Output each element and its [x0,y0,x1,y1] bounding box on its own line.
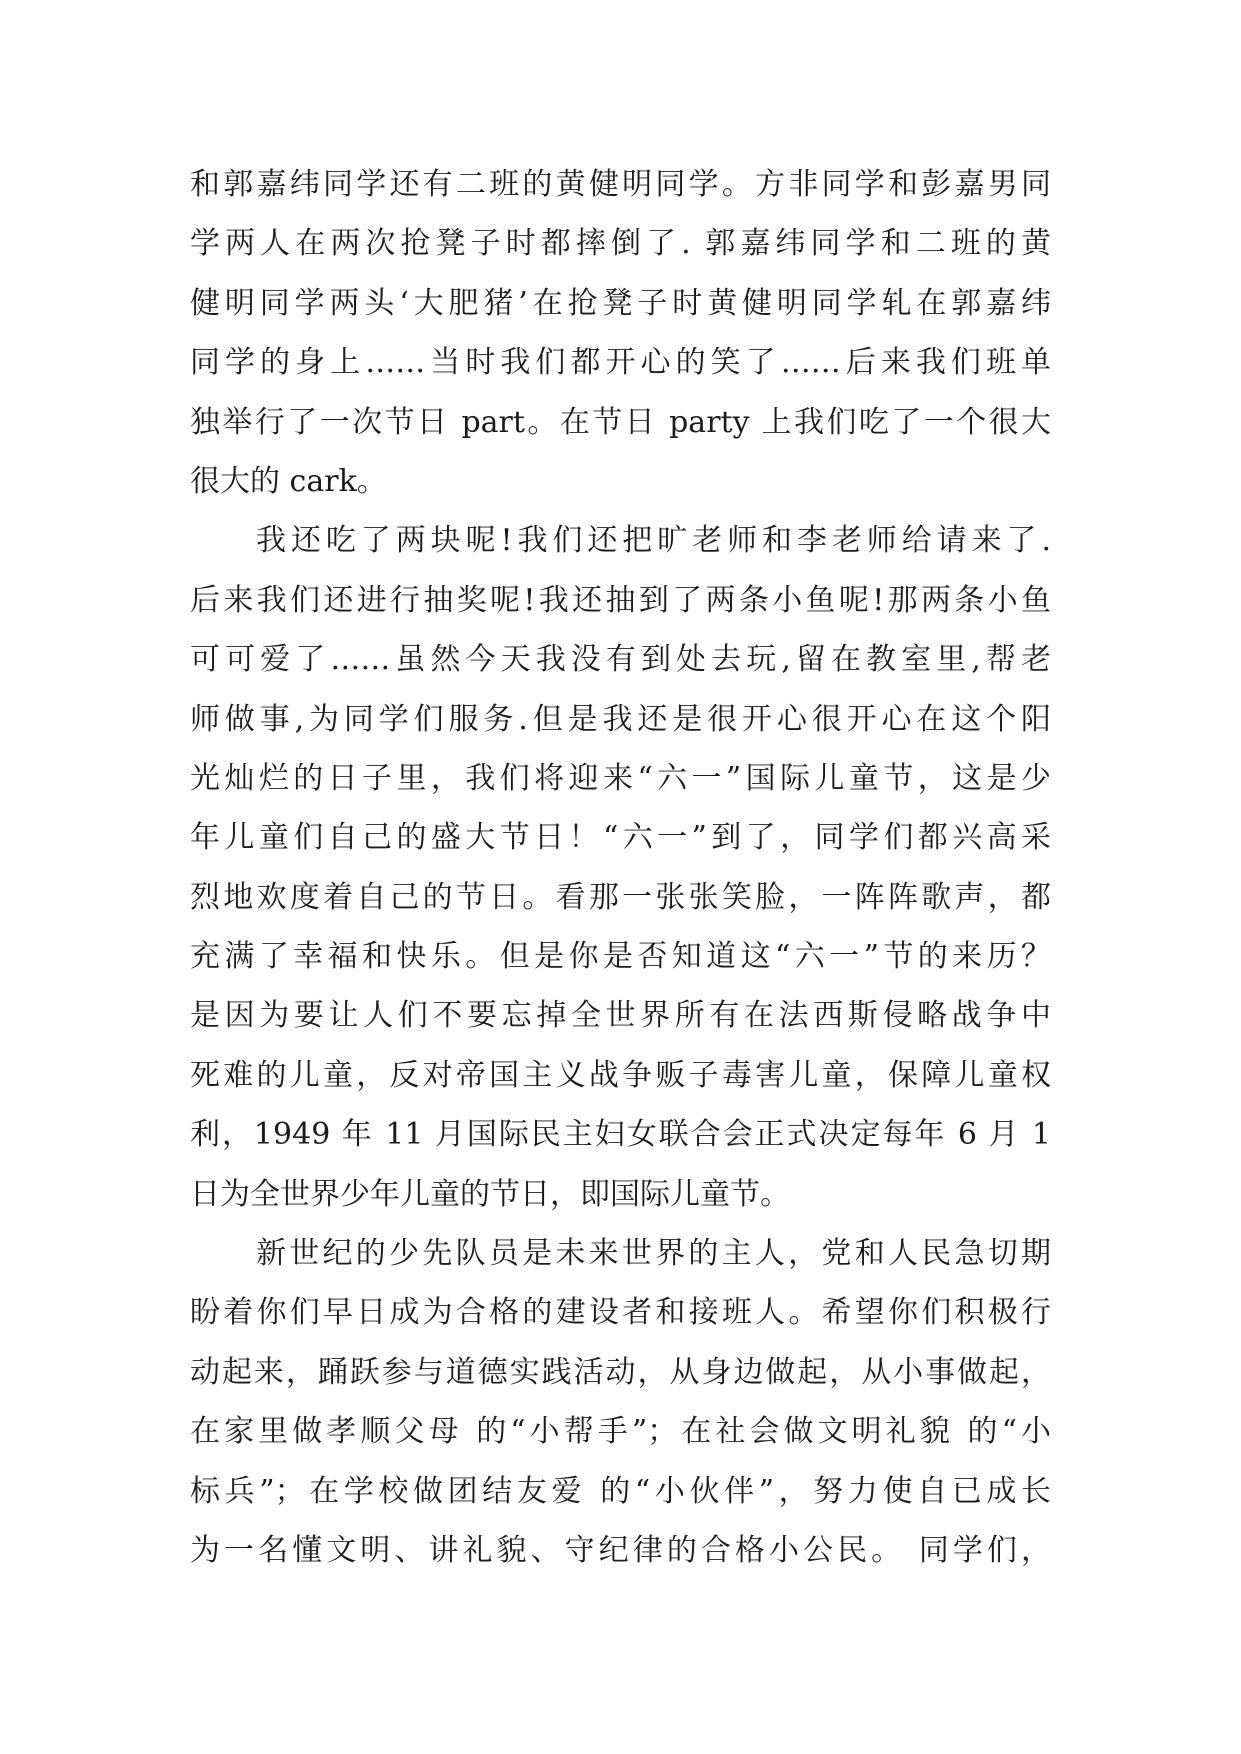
paragraph [190,511,1051,1224]
text-line: 盼着你们早日成为合格的建设者和接班人。希望你们积极行 [190,1295,1051,1331]
text-line: 动起来，踊跃参与道德实践活动，从身边做起，从小事做起， [190,1354,1051,1390]
text-line: 是因为要让人们不要忘掉全世界所有在法西斯侵略战争中 [190,998,1051,1034]
paragraph [190,1224,1051,1580]
text-line: 学两人在两次抢凳子时都摔倒了. 郭嘉纬同学和二班的黄 [190,226,1051,262]
text-line: 后来我们还进行抽奖呢!我还抽到了两条小鱼呢!那两条小鱼 [190,582,1051,618]
text-line: 年儿童们自己的盛大节日！“六一”到了，同学们都兴高采 [190,820,1051,856]
text-line: 可可爱了……虽然今天我没有到处去玩,留在教室里,帮老 [190,642,1051,678]
text-line: 同学的身上……当时我们都开心的笑了……后来我们班单 [190,345,1051,381]
text-line: 充满了幸福和快乐。但是你是否知道这“六一”节的来历？ [190,939,1051,975]
text-line: 独举行了一次节日 part。在节日 party 上我们吃了一个很大 [190,404,1051,440]
text-line: 烈地欢度着自己的节日。看那一张张笑脸，一阵阵歌声，都 [190,879,1051,915]
text-line: 很大的 cark。 [190,463,387,499]
text-line: 在家里做孝顺父母 的“小帮手”；在社会做文明礼貌 的“小 [190,1414,1051,1450]
text-line: 利，1949 年 11 月国际民主妇女联合会正式决定每年 6 月 1 [190,1117,1051,1153]
text-line: 和郭嘉纬同学还有二班的黄健明同学。方非同学和彭嘉男同 [190,167,1051,202]
text-line: 新世纪的少先队员是未来世界的主人，党和人民急切期 [256,1236,1051,1272]
text-line: 为一名懂文明、讲礼貌、守纪律的合格小公民。 同学们， [190,1532,1051,1568]
text-line: 日为全世界少年儿童的节日，即国际儿童节。 [190,1176,790,1212]
text-line: 我还吃了两块呢!我们还把旷老师和李老师给请来了. [256,523,1051,559]
text-line: 死难的儿童，反对帝国主义战争贩子毒害儿童，保障儿童权 [190,1057,1051,1093]
text-line: 师做事,为同学们服务.但是我还是很开心很开心在这个阳 [190,701,1051,737]
paragraph [190,155,1051,511]
text-line: 健明同学两头‘大肥猪’在抢凳子时黄健明同学轧在郭嘉纬 [190,285,1051,321]
text-line: 标兵”；在学校做团结友爱 的“小伙伴”，努力使自已成长 [190,1473,1051,1509]
text-line: 光灿烂的日子里，我们将迎来“六一”国际儿童节，这是少 [190,760,1051,796]
document-body [190,155,1051,1580]
